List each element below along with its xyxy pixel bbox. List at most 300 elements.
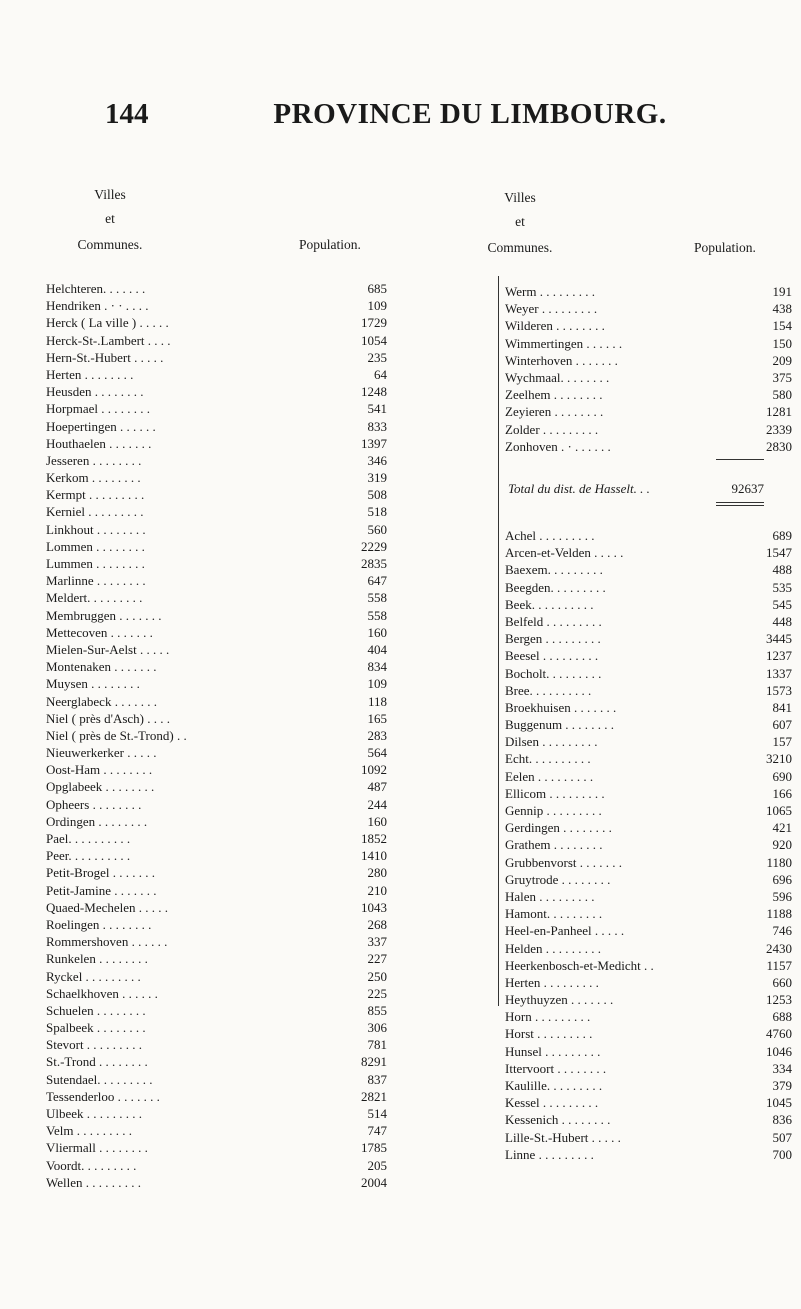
table-row [505, 699, 792, 716]
commune-name: Houthaelen . . . . . . . [46, 435, 152, 451]
commune-name: Belfeld . . . . . . . . . [505, 613, 602, 629]
commune-name: Weyer . . . . . . . . . [505, 301, 598, 317]
table-row [505, 369, 792, 386]
table-row [505, 1146, 792, 1163]
population-value: 514 [367, 1106, 387, 1121]
commune-name: Beegden. . . . . . . . . [505, 579, 606, 595]
table-row [46, 572, 387, 589]
commune-name: Sutendael. . . . . . . . . [46, 1071, 153, 1087]
commune-name: Hendriken . · · . . . . [46, 298, 149, 314]
table-row [505, 335, 792, 352]
commune-name: Lummen . . . . . . . . [46, 556, 145, 571]
commune-name: Dilsen . . . . . . . . . [505, 734, 598, 750]
commune-name: Wilderen . . . . . . . . [505, 318, 605, 334]
commune-name: Echt. . . . . . . . . . [505, 751, 591, 767]
left-commune-list [46, 280, 387, 1191]
population-value: 268 [367, 916, 387, 932]
right-col-heading-et: et [515, 214, 525, 229]
table-row [46, 761, 387, 778]
population-value: 685 [367, 281, 387, 296]
population-value: 746 [772, 923, 792, 939]
population-value: 841 [772, 699, 792, 715]
table-row [505, 836, 792, 853]
commune-name: Werm . . . . . . . . . [505, 284, 595, 299]
commune-name: Lille-St.-Hubert . . . . . [505, 1129, 621, 1145]
table-row [46, 538, 387, 555]
commune-name: Roelingen . . . . . . . . [46, 916, 152, 932]
commune-name: Hunsel . . . . . . . . . [505, 1043, 601, 1059]
commune-name: Horn . . . . . . . . . [505, 1009, 591, 1025]
table-row [46, 383, 387, 400]
population-value: 1157 [766, 957, 792, 973]
population-value: 855 [367, 1002, 387, 1018]
population-value: 319 [367, 470, 387, 486]
population-value: 607 [772, 717, 792, 733]
left-col-heading-villes: Villes [94, 187, 126, 202]
left-col-heading-communes: Communes. [77, 237, 143, 252]
table-row [505, 1129, 792, 1146]
column-divider [498, 276, 499, 1006]
population-value: 1180 [766, 854, 792, 870]
table-row [46, 882, 387, 899]
commune-name: Marlinne . . . . . . . . [46, 573, 146, 589]
commune-name: Petit-Brogel . . . . . . . [46, 865, 156, 881]
commune-name: Schuelen . . . . . . . . [46, 1002, 146, 1018]
table-row [505, 386, 792, 403]
right-commune-list-top [505, 283, 792, 455]
commune-name: Meldert. . . . . . . . . [46, 590, 143, 606]
population-value: 545 [772, 596, 792, 612]
commune-name: Zeyieren . . . . . . . . [505, 404, 604, 420]
commune-name: Achel . . . . . . . . . [505, 528, 595, 543]
population-value: 150 [772, 335, 792, 351]
commune-name: Heusden . . . . . . . . [46, 384, 144, 400]
commune-name: Bree. . . . . . . . . . [505, 682, 592, 698]
right-col-heading-communes: Communes. [487, 240, 553, 255]
right-col-heading-population: Population. [694, 240, 756, 255]
population-value: 487 [367, 779, 387, 795]
commune-name: Mielen-Sur-Aelst . . . . . [46, 641, 170, 657]
population-value: 1046 [766, 1043, 792, 1059]
commune-name: Heerkenbosch-et-Medicht . . [505, 957, 654, 973]
right-commune-list-bottom [505, 527, 792, 1163]
population-value: 166 [772, 785, 792, 801]
table-row [505, 733, 792, 750]
table-row [46, 899, 387, 916]
commune-name: Hern-St.-Hubert . . . . . [46, 349, 164, 365]
population-value: 306 [367, 1020, 387, 1036]
table-row [46, 1088, 387, 1105]
commune-name: Runkelen . . . . . . . . [46, 951, 148, 967]
population-value: 160 [367, 813, 387, 829]
table-row [505, 613, 792, 630]
population-value: 3210 [766, 751, 792, 767]
population-value: 1248 [361, 384, 387, 400]
population-value: 165 [367, 710, 387, 726]
commune-name: Zonhoven . · . . . . . . [505, 438, 611, 454]
commune-name: Linkhout . . . . . . . . [46, 521, 146, 537]
population-value: 1573 [766, 682, 792, 698]
table-row [505, 317, 792, 334]
population-value: 920 [772, 837, 792, 853]
population-value: 1043 [361, 899, 387, 915]
population-value: 1547 [766, 545, 792, 561]
commune-name: Gruytrode . . . . . . . . [505, 871, 611, 887]
population-value: 558 [367, 590, 387, 606]
table-row [46, 349, 387, 366]
population-value: 109 [367, 676, 387, 692]
table-row [505, 888, 792, 905]
commune-name: Vliermall . . . . . . . . [46, 1140, 148, 1156]
commune-name: Helchteren. . . . . . . [46, 281, 146, 296]
table-row [46, 589, 387, 606]
table-row [46, 778, 387, 795]
commune-name: Ordingen . . . . . . . . [46, 813, 148, 829]
table-row [46, 280, 387, 297]
table-row [46, 1019, 387, 1036]
table-row [505, 785, 792, 802]
commune-name: Opheers . . . . . . . . [46, 796, 142, 812]
commune-name: Zeelhem . . . . . . . . [505, 387, 603, 403]
table-row [46, 297, 387, 314]
population-value: 2835 [361, 556, 387, 571]
population-value: 8291 [361, 1054, 387, 1070]
table-row [505, 300, 792, 317]
population-value: 833 [367, 418, 387, 434]
table-row [46, 796, 387, 813]
population-value: 2430 [766, 940, 792, 956]
commune-name: Petit-Jamine . . . . . . . [46, 882, 157, 898]
commune-name: Lommen . . . . . . . . [46, 538, 145, 554]
table-row [46, 400, 387, 417]
population-value: 154 [772, 318, 792, 334]
population-value: 837 [367, 1071, 387, 1087]
population-value: 280 [367, 865, 387, 881]
population-value: 596 [772, 888, 792, 904]
commune-name: Ulbeek . . . . . . . . . [46, 1106, 143, 1121]
population-value: 225 [367, 985, 387, 1001]
table-row [505, 768, 792, 785]
population-value: 438 [772, 301, 792, 317]
population-value: 210 [367, 882, 387, 898]
table-row [46, 1071, 387, 1088]
population-value: 346 [367, 452, 387, 468]
table-row [46, 1053, 387, 1070]
table-row [505, 561, 792, 578]
commune-name: Horst . . . . . . . . . [505, 1026, 593, 1042]
commune-name: Broekhuisen . . . . . . . [505, 699, 617, 715]
left-col-heading-et: et [105, 211, 115, 226]
table-row [46, 555, 387, 572]
population-value: 64 [374, 366, 387, 382]
population-value: 227 [367, 951, 387, 967]
commune-name: Jesseren . . . . . . . . [46, 452, 142, 468]
population-value: 118 [367, 693, 387, 709]
table-row [46, 366, 387, 383]
right-col-heading-villes: Villes [504, 190, 536, 205]
table-row [46, 1122, 387, 1139]
population-value: 580 [772, 387, 792, 403]
population-value: 235 [367, 349, 387, 365]
commune-name: Wychmaal. . . . . . . . [505, 369, 610, 385]
commune-name: Grathem . . . . . . . . [505, 837, 603, 853]
table-row [505, 802, 792, 819]
table-row [46, 950, 387, 967]
commune-name: Eelen . . . . . . . . . [505, 768, 594, 784]
population-value: 334 [772, 1060, 792, 1076]
commune-name: Muysen . . . . . . . . [46, 676, 140, 692]
table-row [46, 830, 387, 847]
table-row [46, 985, 387, 1002]
table-row [46, 693, 387, 710]
table-row [46, 813, 387, 830]
page-number: 144 [105, 98, 149, 130]
commune-name: Herten . . . . . . . . [46, 366, 134, 382]
commune-name: Ellicom . . . . . . . . . [505, 785, 605, 801]
population-value: 337 [367, 934, 387, 950]
table-row [505, 438, 792, 455]
table-row [505, 957, 792, 974]
table-row [46, 1036, 387, 1053]
commune-name: Pael. . . . . . . . . . [46, 831, 131, 846]
commune-name: Stevort . . . . . . . . . [46, 1037, 143, 1053]
commune-name: Oost-Ham . . . . . . . . [46, 762, 153, 778]
table-row [46, 1002, 387, 1019]
table-row [505, 991, 792, 1008]
commune-name: Hoepertingen . . . . . . [46, 418, 156, 434]
population-value: 696 [772, 871, 792, 887]
population-value: 1397 [361, 435, 387, 451]
commune-name: Kessel . . . . . . . . . [505, 1095, 599, 1111]
population-value: 660 [772, 974, 792, 990]
commune-name: Wimmertingen . . . . . . [505, 335, 623, 351]
table-row [505, 630, 792, 647]
population-value: 448 [772, 613, 792, 629]
table-row [505, 283, 792, 300]
table-row [505, 716, 792, 733]
commune-name: Spalbeek . . . . . . . . [46, 1020, 146, 1036]
table-row [46, 641, 387, 658]
commune-name: Quaed-Mechelen . . . . . [46, 899, 169, 915]
population-value: 1729 [361, 315, 387, 331]
table-row [46, 521, 387, 538]
population-value: 558 [367, 607, 387, 623]
commune-name: Helden . . . . . . . . . [505, 940, 602, 956]
commune-name: Beek. . . . . . . . . . [505, 596, 594, 612]
commune-name: Baexem. . . . . . . . . [505, 562, 603, 578]
commune-name: Grubbenvorst . . . . . . . [505, 854, 622, 870]
commune-name: Schaelkhoven . . . . . . [46, 985, 158, 1001]
table-row [46, 710, 387, 727]
left-col-heading-population: Population. [299, 237, 361, 252]
table-row [505, 922, 792, 939]
table-row [46, 1105, 387, 1122]
commune-name: Gerdingen . . . . . . . . [505, 820, 612, 836]
population-value: 834 [367, 659, 387, 675]
commune-name: Herten . . . . . . . . . [505, 974, 599, 990]
commune-name: St.-Trond . . . . . . . . [46, 1054, 148, 1070]
population-value: 4760 [766, 1026, 792, 1042]
table-row [46, 933, 387, 950]
table-row [46, 658, 387, 675]
population-value: 205 [367, 1157, 387, 1173]
commune-name: Opglabeek . . . . . . . . [46, 779, 155, 795]
population-value: 244 [367, 796, 387, 812]
table-row [505, 819, 792, 836]
population-value: 688 [772, 1009, 792, 1025]
subtotal-rule [716, 459, 764, 460]
commune-name: Ittervoort . . . . . . . . [505, 1060, 607, 1076]
table-row [46, 452, 387, 469]
population-value: 2339 [766, 421, 792, 437]
population-value: 747 [367, 1123, 387, 1139]
population-value: 1045 [766, 1095, 792, 1111]
table-row [46, 744, 387, 761]
commune-name: Voordt. . . . . . . . . [46, 1157, 137, 1173]
table-row [505, 974, 792, 991]
population-value: 488 [772, 562, 792, 578]
table-row [505, 1094, 792, 1111]
table-row [46, 1157, 387, 1174]
commune-name: Kaulille. . . . . . . . . [505, 1078, 603, 1093]
commune-name: Tessenderloo . . . . . . . [46, 1088, 160, 1104]
table-row [46, 486, 387, 503]
commune-name: Horpmael . . . . . . . . [46, 401, 150, 417]
population-value: 1281 [766, 404, 792, 420]
population-value: 1065 [766, 803, 792, 818]
population-value: 157 [772, 734, 792, 750]
population-value: 1852 [361, 831, 387, 846]
population-value: 2830 [766, 438, 792, 454]
commune-name: Peer. . . . . . . . . . [46, 848, 131, 864]
population-value: 647 [367, 573, 387, 589]
population-value: 2821 [361, 1088, 387, 1104]
population-value: 781 [367, 1037, 387, 1053]
commune-name: Kerniel . . . . . . . . . [46, 504, 144, 520]
commune-name: Arcen-et-Velden . . . . . [505, 545, 624, 561]
table-row [505, 940, 792, 957]
population-value: 160 [367, 624, 387, 640]
table-row [505, 527, 792, 544]
commune-name: Heel-en-Panheel . . . . . [505, 923, 625, 939]
table-row [505, 854, 792, 871]
table-row [46, 435, 387, 452]
commune-name: Herck-St-.Lambert . . . . [46, 332, 171, 348]
table-row [46, 469, 387, 486]
commune-name: Hamont. . . . . . . . . [505, 906, 603, 922]
population-value: 1237 [766, 648, 792, 664]
commune-name: Zolder . . . . . . . . . [505, 421, 599, 437]
commune-name: Winterhoven . . . . . . . [505, 352, 618, 368]
commune-name: Halen . . . . . . . . . [505, 888, 595, 904]
population-value: 404 [367, 641, 387, 657]
table-row [505, 1111, 792, 1128]
commune-name: Herck ( La ville ) . . . . . [46, 315, 169, 331]
population-value: 2229 [361, 538, 387, 554]
table-row [505, 682, 792, 699]
table-row [46, 675, 387, 692]
population-value: 209 [772, 352, 792, 368]
table-row [46, 332, 387, 349]
population-value: 535 [772, 579, 792, 595]
population-value: 379 [772, 1078, 792, 1093]
table-row [505, 871, 792, 888]
commune-name: Neerglabeck . . . . . . . [46, 693, 157, 709]
population-value: 507 [772, 1129, 792, 1145]
population-value: 1410 [361, 848, 387, 864]
commune-name: Gennip . . . . . . . . . [505, 803, 602, 818]
table-row [46, 1139, 387, 1156]
table-row [505, 1008, 792, 1025]
commune-name: Ryckel . . . . . . . . . [46, 968, 141, 984]
table-row [505, 905, 792, 922]
table-row [505, 1025, 792, 1042]
table-row [46, 727, 387, 744]
population-value: 191 [772, 284, 792, 299]
table-row [505, 403, 792, 420]
page-title: PROVINCE DU LIMBOURG. [273, 98, 667, 130]
page-header [0, 98, 801, 138]
commune-name: Nieuwerkerker . . . . . [46, 745, 157, 761]
population-value: 836 [772, 1112, 792, 1128]
population-value: 250 [367, 968, 387, 984]
population-value: 1092 [361, 762, 387, 778]
population-value: 564 [367, 745, 387, 761]
commune-name: Buggenum . . . . . . . . [505, 717, 615, 733]
table-row [505, 647, 792, 664]
table-row [46, 503, 387, 520]
table-row [505, 1043, 792, 1060]
total-rule-2 [716, 505, 764, 506]
population-value: 541 [367, 401, 387, 417]
district-total-value: 92637 [731, 481, 764, 496]
table-row [46, 968, 387, 985]
commune-name: Bergen . . . . . . . . . [505, 631, 601, 647]
commune-name: Heythuyzen . . . . . . . [505, 992, 614, 1008]
commune-name: Membruggen . . . . . . . [46, 607, 162, 623]
table-row [505, 544, 792, 561]
commune-name: Niel ( près de St.-Trond) . . [46, 727, 187, 743]
table-row [505, 1077, 792, 1094]
population-value: 508 [367, 487, 387, 503]
population-value: 1785 [361, 1140, 387, 1156]
table-row [46, 864, 387, 881]
table-row [46, 1174, 387, 1191]
commune-name: Kessenich . . . . . . . . [505, 1112, 611, 1128]
population-value: 2004 [361, 1174, 387, 1190]
table-row [505, 665, 792, 682]
table-row [46, 418, 387, 435]
population-value: 1188 [766, 906, 792, 922]
population-value: 1337 [766, 665, 792, 681]
district-total-label: Total du dist. de Hasselt. . . [508, 481, 650, 496]
commune-name: Velm . . . . . . . . . [46, 1123, 132, 1139]
population-value: 1054 [361, 332, 387, 348]
commune-name: Mettecoven . . . . . . . [46, 624, 153, 640]
table-row [505, 579, 792, 596]
commune-name: Linne . . . . . . . . . [505, 1146, 594, 1162]
table-row [46, 847, 387, 864]
population-value: 375 [772, 369, 792, 385]
table-row [505, 421, 792, 438]
population-value: 283 [367, 727, 387, 743]
population-value: 3445 [766, 631, 792, 647]
table-row [505, 750, 792, 767]
population-value: 518 [367, 504, 387, 520]
commune-name: Kermpt . . . . . . . . . [46, 487, 145, 503]
population-value: 690 [772, 768, 792, 784]
table-row [46, 314, 387, 331]
